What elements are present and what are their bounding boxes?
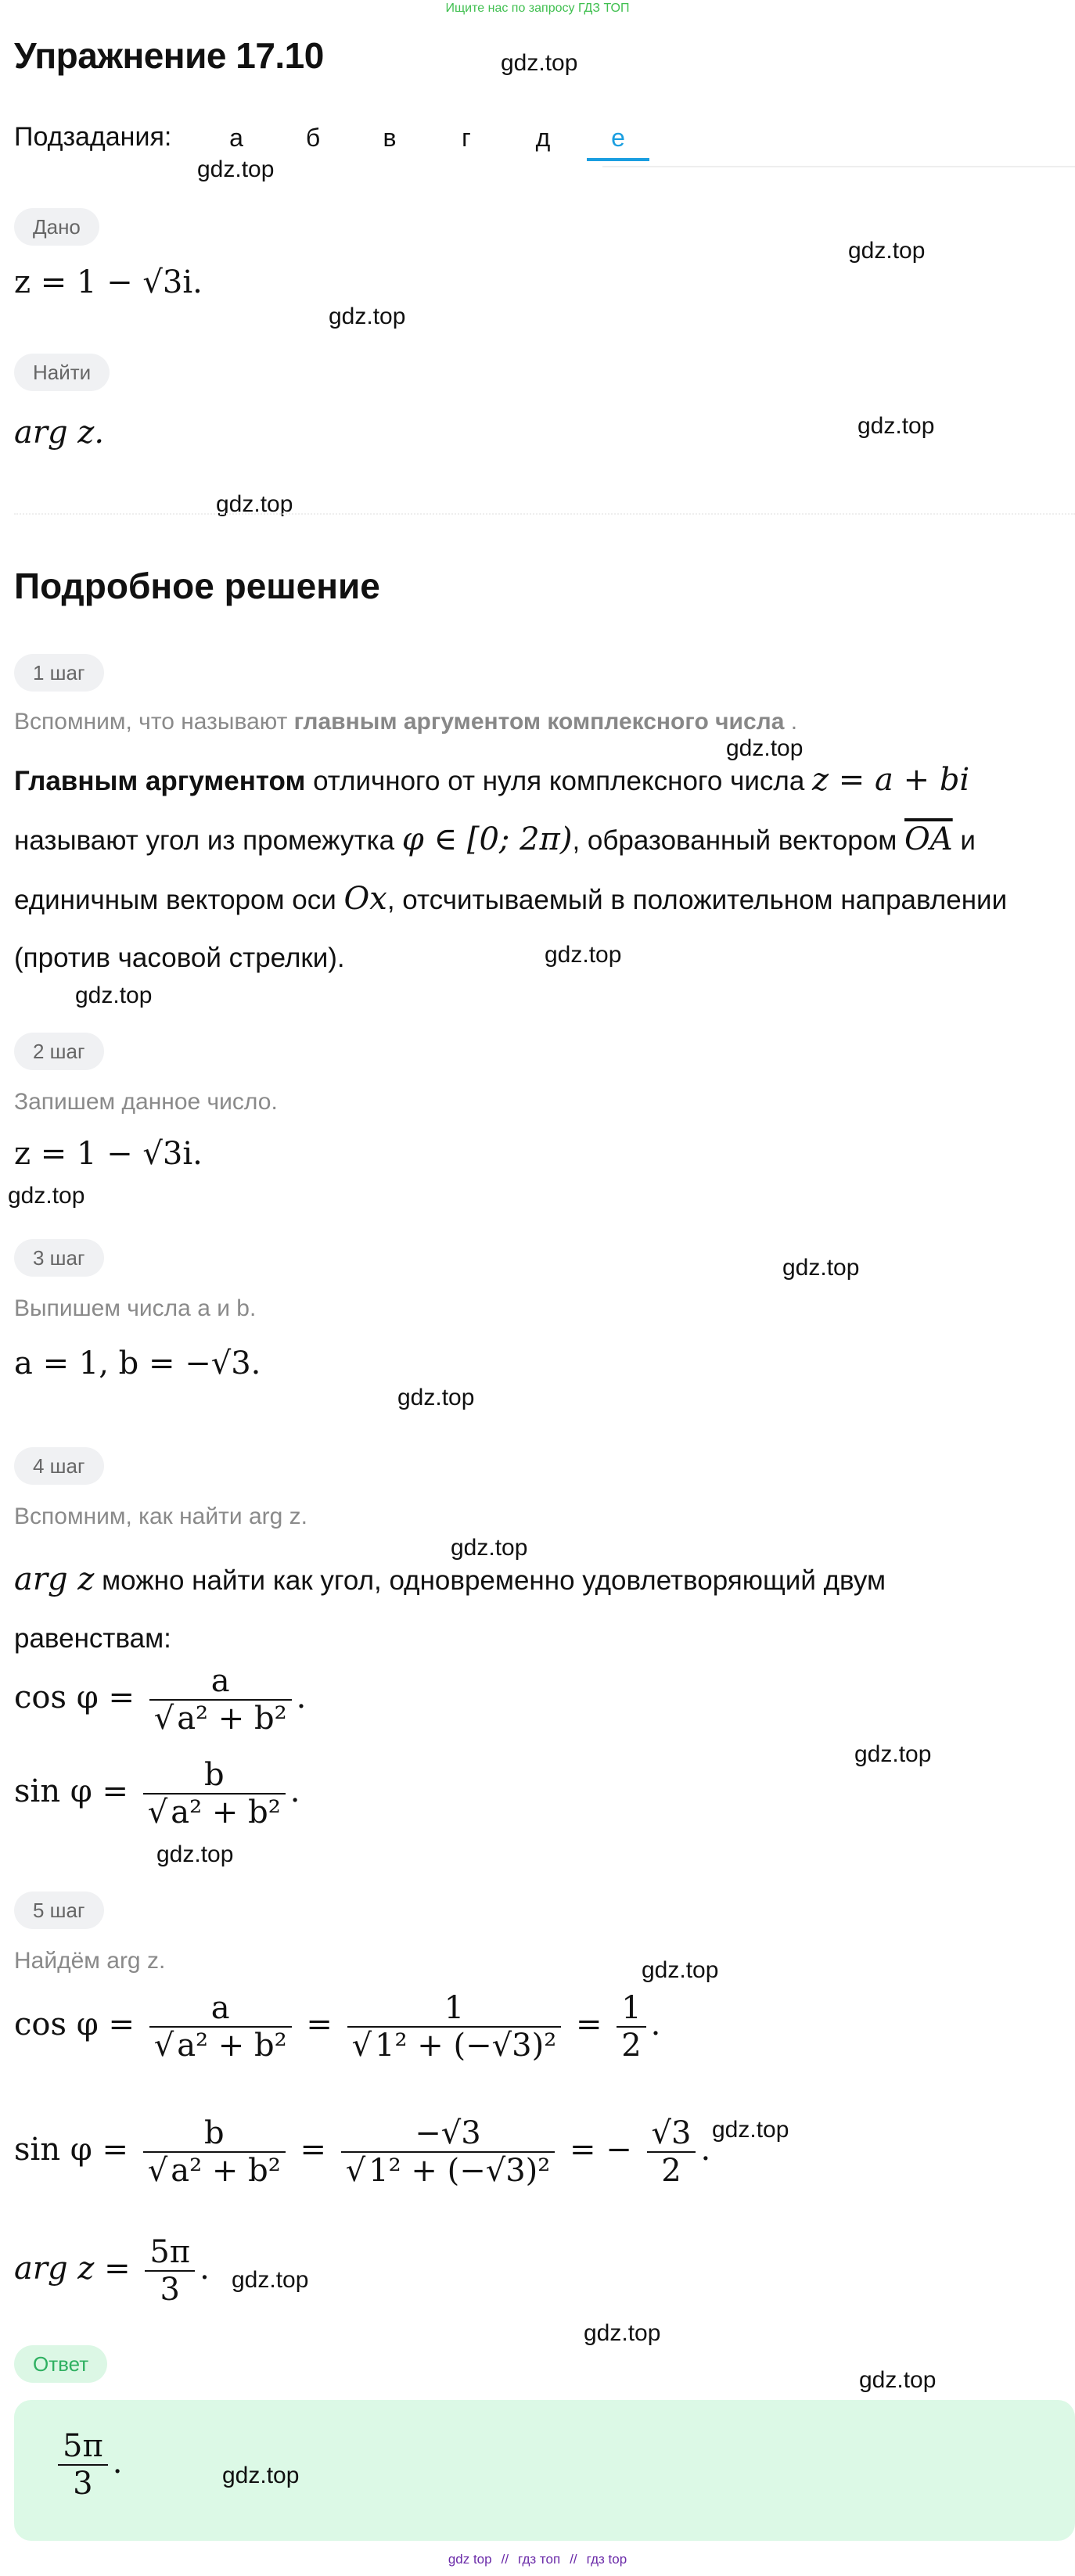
step-2-hint: Запишем данное число.: [14, 1089, 278, 1115]
answer-pill: Ответ: [14, 2345, 107, 2383]
solution-title: Подробное решение: [14, 566, 380, 606]
step-3-pill: 3 шаг: [14, 1239, 104, 1277]
watermark: gdz.top: [397, 1385, 475, 1410]
footer-link[interactable]: гдз top: [586, 2552, 627, 2567]
footer-link[interactable]: gdz top: [448, 2552, 492, 2567]
step-1-definition: Главным аргументом отличного от нуля комплексного числа z = a + bi называют угол из промежутка φ ∈ [0; 2π), образованный вектором $\overline{OA}$ и единичным вектором оси Ox, отсчитываемый в положительном направлении (против часовой стрелки).: [14, 762, 1008, 973]
watermark: gdz.top: [857, 413, 935, 439]
page-title: Упражнение 17.10: [14, 35, 324, 76]
find-pill: Найти: [14, 354, 110, 391]
footer-link[interactable]: гдз топ: [518, 2552, 561, 2567]
footer-separator: //: [501, 2552, 509, 2567]
watermark: gdz.top: [8, 1183, 85, 1209]
step-1-hint: Вспомним, что называют главным аргументом комплексного числа .: [14, 709, 798, 735]
watermark: gdz.top: [712, 2117, 789, 2143]
tab-b[interactable]: б: [305, 124, 321, 152]
watermark: gdz.top: [197, 156, 275, 182]
step-4-sin-formula: sin φ = $\frac{b}{\text{√ a² + b²}}$ .: [14, 1757, 300, 1831]
step-3-hint: Выпишем числа a и b.: [14, 1295, 257, 1321]
watermark: gdz.top: [501, 50, 578, 76]
watermark: gdz.top: [216, 491, 293, 517]
step-4-hint: Вспомним, как найти arg z.: [14, 1504, 307, 1529]
step-1-pill: 1 шаг: [14, 654, 104, 692]
watermark: gdz.top: [232, 2267, 309, 2293]
step-5-hint: Найдём arg z.: [14, 1948, 166, 1974]
watermark: gdz.top: [75, 983, 153, 1008]
step-2-expression: z = 1 − √3i.: [14, 1136, 203, 1172]
watermark: gdz.top: [854, 1741, 932, 1767]
tab-g[interactable]: г: [462, 124, 471, 152]
tab-e[interactable]: е: [587, 117, 649, 161]
watermark: gdz.top: [726, 735, 804, 761]
step-3-expression: a = 1, b = −√3.: [14, 1345, 261, 1381]
section-divider: [14, 513, 1075, 515]
watermark: gdz.top: [545, 942, 622, 968]
watermark: gdz.top: [222, 2463, 300, 2488]
watermark: gdz.top: [156, 1841, 234, 1867]
find-expression: arg z.: [14, 415, 105, 451]
footer-links: [0, 2552, 1075, 2567]
watermark: gdz.top: [642, 1957, 719, 1983]
footer-separator: //: [570, 2552, 577, 2567]
step-4-cos-formula: cos φ = $\frac{a}{\text{√ a² + b²}}$ .: [14, 1663, 307, 1737]
step-5-arg-result: arg z = $\frac{5\pi}{3}$ .: [14, 2234, 210, 2308]
step-2-pill: 2 шаг: [14, 1033, 104, 1070]
watermark: gdz.top: [451, 1535, 528, 1561]
step-5-pill: 5 шаг: [14, 1892, 104, 1929]
watermark: gdz.top: [584, 2320, 661, 2346]
watermark: gdz.top: [848, 238, 926, 264]
step-5-sin-computation: sin φ = $\frac{b}{\text{√ a² + b²}}$ = $\frac{-√3}{\text{√ 1² + (−√3)²}}$ = − $\frac{√3}{2}$ .: [14, 2115, 711, 2189]
step-5-cos-computation: cos φ = $\frac{a}{\text{√ a² + b²}}$ = $\frac{1}{\text{√ 1² + (−√3)²}}$ = $\frac{1}{2}$ .: [14, 1990, 661, 2064]
step-4-pill: 4 шаг: [14, 1447, 104, 1485]
top-banner: Ищите нас по запросу ГДЗ ТОП: [445, 2, 630, 15]
watermark: gdz.top: [782, 1255, 860, 1281]
tabs-divider: [602, 166, 1075, 167]
answer-expression: $\frac{5\pi}{3}$ .: [53, 2428, 122, 2502]
given-pill: Дано: [14, 208, 99, 246]
tab-v[interactable]: в: [383, 124, 397, 152]
subtasks-label: Подзадания:: [14, 122, 172, 152]
given-expression: z = 1 − √3i.: [14, 264, 203, 300]
tab-a[interactable]: а: [229, 124, 243, 152]
watermark: gdz.top: [329, 304, 406, 329]
answer-box: [14, 2400, 1075, 2541]
watermark: gdz.top: [859, 2367, 937, 2393]
tab-d[interactable]: д: [535, 124, 551, 152]
step-4-text: arg z можно найти как угол, одновременно удовлетворяющий двум равенствам:: [14, 1561, 886, 1654]
